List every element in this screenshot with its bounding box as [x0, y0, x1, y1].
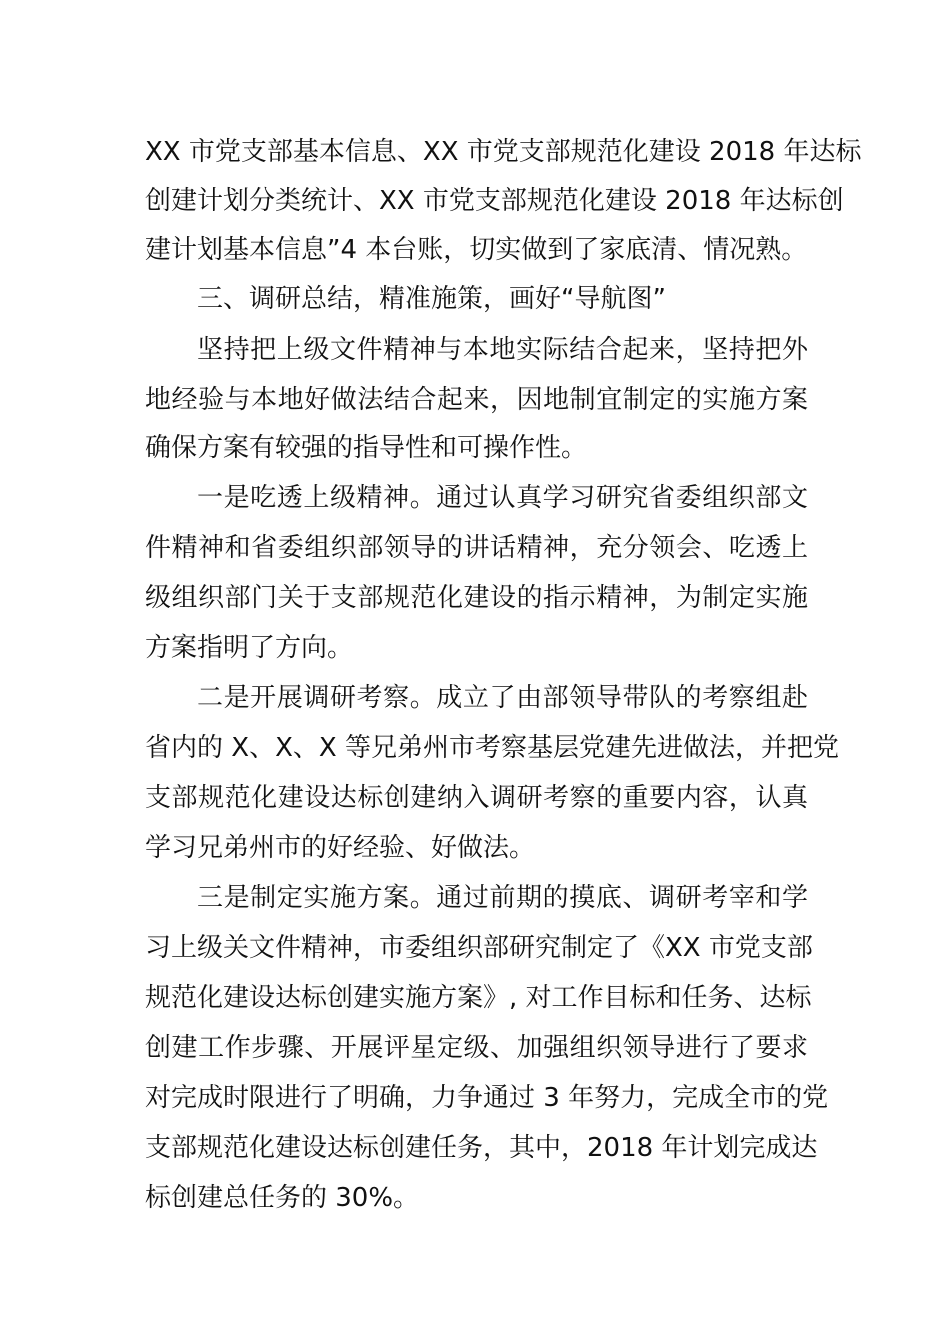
- paragraph-line: 省内的 X、X、X 等兄弟州市考察基层党建先进做法，并把党: [145, 733, 839, 763]
- section-heading: 三、调研总结，精准施策，画好“导航图”: [197, 284, 666, 314]
- paragraph-line: 三是制定实施方案。通过前期的摸底、调研考宰和学: [197, 883, 808, 913]
- paragraph-line: 习上级关文件精神，市委组织部研究制定了《XX 市党支部: [145, 933, 813, 963]
- paragraph-line: 对完成时限进行了明确，力争通过 3 年努力，完成全市的党: [145, 1083, 829, 1113]
- paragraph-line: 级组织部门关于支部规范化建设的指示精神，为制定实施: [145, 583, 808, 613]
- paragraph-line: 件精神和省委组织部领导的讲话精神，充分领会、吃透上: [145, 533, 808, 563]
- paragraph-line: 学习兄弟州市的好经验、好做法。: [145, 833, 536, 863]
- paragraph-line: 地经验与本地好做法结合起来，因地制宜制定的实施方案: [145, 385, 808, 415]
- paragraph-line: 二是开展调研考察。成立了由部领导带队的考察组赴: [197, 683, 808, 713]
- paragraph-line: 规范化建设达标创建实施方案》, 对工作目标和任务、达标: [145, 983, 812, 1013]
- paragraph-line: 支部规范化建设达标创建任务，其中，2018 年计划完成达: [145, 1133, 818, 1163]
- paragraph-line: 标创建总任务的 30%。: [145, 1183, 420, 1213]
- paragraph-line: 建计划基本信息”4 本台账，切实做到了家底清、情况熟。: [145, 235, 808, 265]
- paragraph-line: XX 市党支部基本信息、XX 市党支部规范化建设 2018 年达标: [145, 137, 862, 167]
- paragraph-line: 支部规范化建设达标创建纳入调研考察的重要内容，认真: [145, 783, 808, 813]
- paragraph-line: 方案指明了方向。: [145, 633, 354, 663]
- paragraph-line: 确保方案有较强的指导性和可操作性。: [145, 433, 588, 463]
- paragraph-line: 创建工作步骤、开展评星定级、加强组织领导进行了要求: [145, 1033, 808, 1063]
- paragraph-line: 创建计划分类统计、XX 市党支部规范化建设 2018 年达标创: [145, 186, 844, 216]
- paragraph-line: 一是吃透上级精神。通过认真学习研究省委组织部文: [197, 483, 808, 513]
- paragraph-line: 坚持把上级文件精神与本地实际结合起来，坚持把外: [197, 335, 808, 365]
